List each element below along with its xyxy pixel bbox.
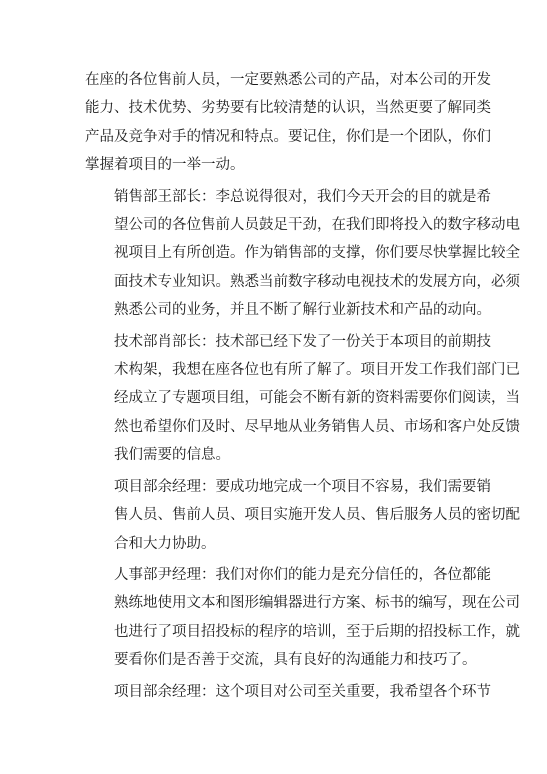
paragraph-intro — [85, 66, 491, 180]
text-line: 在座的各位售前人员，一定要熟悉公司的产品，对本公司的开发 — [85, 72, 491, 88]
text-line: 项目部余经理：这个项目对公司至关重要，我希望各个环节 — [114, 683, 491, 700]
text-line: 我们需要的信息。 — [114, 447, 230, 464]
text-line: 销售部王部长：李总说得很对，我们今天开会的目的就是希 — [114, 188, 491, 205]
paragraph-project-manager-2 — [85, 678, 491, 706]
text-line: 视项目上有所创造。作为销售部的支撑，你们要尽快掌握比较全 — [114, 245, 520, 262]
text-line: 经成立了专题项目组，可能会不断有新的资料需要你们阅读，当 — [114, 390, 520, 407]
text-line: 人事部尹经理：我们对你们的能力是充分信任的，各位都能 — [114, 566, 491, 583]
text-line: 也进行了项目招投标的程序的培训，至于后期的招投标工作，就 — [114, 623, 520, 640]
text-line: 项目部余经理：要成功地完成一个项目不容易，我们需要销 — [114, 478, 491, 495]
paragraph-project-manager — [85, 473, 520, 558]
text-line: 熟悉公司的业务，并且不断了解行业新技术和产品的动向。 — [114, 302, 491, 319]
text-line: 合和大力协助。 — [114, 535, 216, 552]
text-line: 产品及竞争对手的情况和特点。要记住，你们是一个团队，你们 — [85, 128, 491, 145]
text-line: 掌握着项目的一举一动。 — [85, 157, 245, 174]
text-line: 望公司的各位售前人员鼓足干劲，在我们即将投入的数字移动电 — [114, 217, 520, 234]
text-line: 要看你们是否善于交流，具有良好的沟通能力和技巧了。 — [114, 652, 477, 669]
paragraph-sales-manager — [85, 183, 520, 325]
text-line: 售人员、售前人员、项目实施开发人员、售后服务人员的密切配 — [114, 507, 520, 524]
text-line: 熟练地使用文本和图形编辑器进行方案、标书的编写，现在公司 — [114, 595, 520, 612]
paragraph-hr-manager — [85, 561, 520, 675]
text-line: 然也希望你们及时、尽早地从业务销售人员、市场和客户处反馈 — [114, 418, 520, 435]
text-line: 术构架，我想在座各位也有所了解了。项目开发工作我们部门已 — [114, 362, 520, 379]
document-body — [85, 66, 520, 709]
text-line: 面技术专业知识。熟悉当前数字移动电视技术的发展方向，必须 — [114, 273, 520, 290]
text-line: 能力、技术优势、劣势要有比较清楚的认识，当然更要了解同类 — [85, 100, 491, 117]
paragraph-tech-manager — [85, 328, 520, 470]
text-line: 技术部肖部长：技术部已经下发了一份关于本项目的前期技 — [114, 333, 491, 350]
